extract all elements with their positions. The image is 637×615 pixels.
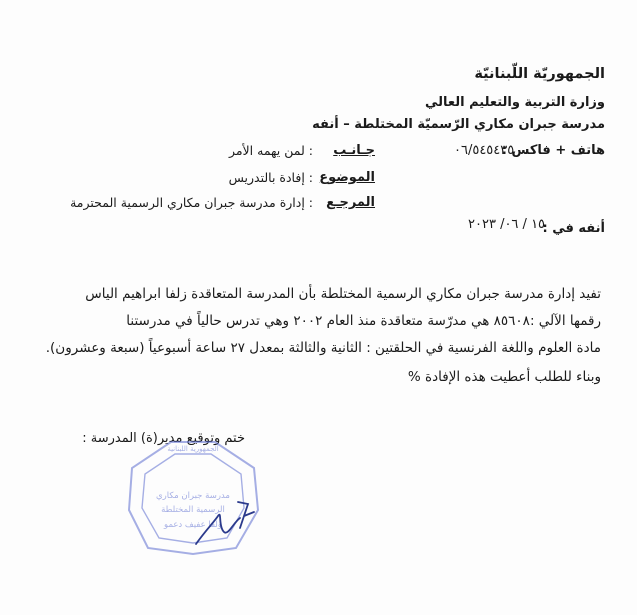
- body-line-3: مادة العلوم واللغة الفرنسية في الحلقتين : الثانية والثالثة بمعدل ٢٧ ساعة أسبوعياً (سبعة وعشرون).: [45, 340, 601, 356]
- subject-label: [319, 170, 375, 185]
- signature-stroke-2: [238, 502, 254, 528]
- body-line-1: تفيد إدارة مدرسة جبران مكاري الرسمية المختلطة بأن المدرسة المتعاقدة زلفا ابراهيم الياس: [85, 286, 601, 302]
- stamp-line-1: مدرسة جبران مكاري: [156, 491, 230, 501]
- date-value: ١٥ / ٠٦/ ٢٠٢٣: [468, 217, 546, 232]
- to-value: : لمن يهمه الأمر: [228, 143, 313, 158]
- stamp-line-2: الرسمية المختلطة: [161, 505, 225, 515]
- subject-value: : إفادة بالتدريس: [228, 170, 313, 185]
- reference-value: : إدارة مدرسة جبران مكاري الرسمية المحترمة: [70, 195, 313, 210]
- reference-label: [326, 195, 375, 210]
- stamp-ring-text: الجمهورية اللبنانية: [167, 445, 219, 453]
- director-signature: [188, 492, 274, 552]
- body-line-4: وبناء للطلب أعطيت هذه الإفادة %: [407, 369, 601, 385]
- signature-label: ختم وتوقيع مدير(ة) المدرسة :: [82, 431, 245, 446]
- body-line-2: رقمها الآلي :٨٥٦٠٨ هي مدرّسة متعاقدة منذ العام ٢٠٠٢ وهي تدرس حالياً في مدرستنا: [126, 313, 601, 329]
- reference-label-text: المرجـع: [326, 195, 375, 210]
- stamp-line-3: ولفا عفيف دعمو: [164, 520, 222, 530]
- phone-label: هاتف + فاكس :: [501, 143, 605, 158]
- to-label-text: جـانـب: [333, 143, 375, 158]
- republic-heading: الجمهوريّة اللّبنانيّة: [474, 66, 605, 82]
- school-heading: مدرسة جبران مكاري الرّسميّة المختلطة – أنفه: [312, 117, 605, 132]
- phone-number: ٠٦/٥٤٥٤٣٥: [454, 143, 515, 158]
- ministry-heading: وزارة التربية والتعليم العالي: [424, 95, 605, 110]
- to-label: [333, 143, 375, 158]
- subject-label-text: الموضوع: [319, 170, 375, 185]
- signature-stroke-1: [196, 515, 240, 544]
- date-label: أنفه في :: [542, 221, 605, 236]
